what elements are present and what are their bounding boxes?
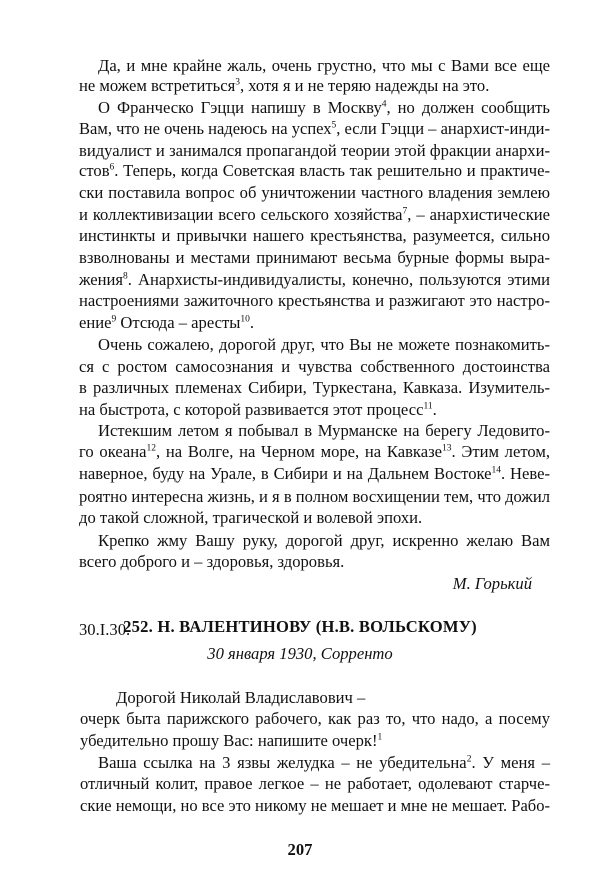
letter1-line: [79, 183, 550, 203]
footnote-marker: 6: [109, 162, 115, 173]
text-run: . Теперь, когда Советская власть так решительно и практиче-: [114, 161, 550, 180]
text-run: , – анархистические: [407, 205, 550, 224]
letter1-line: [79, 487, 550, 507]
footnote-marker: 12: [146, 443, 157, 454]
footnote-marker: 14: [491, 465, 502, 476]
letter-date: 30.I.30.: [79, 620, 131, 639]
text-run: настроениями зажиточного крестьянства и разжигают это настро-: [79, 291, 550, 310]
text-run: Вам, что не очень надеюсь на успех: [79, 119, 332, 138]
letter1-line: [79, 400, 437, 420]
text-run: . Этим летом,: [451, 442, 550, 461]
text-run: го океана: [79, 442, 147, 461]
text-run: , но должен сообщить: [386, 98, 550, 117]
text-run: очерк быта парижского рабочего, как раз то, что надо, а посему: [80, 709, 550, 728]
text-run: ски поставила вопрос об уничтожении частного владения землею: [79, 183, 550, 202]
footnote-marker: 3: [235, 77, 240, 88]
text-run: отличный колит, правое легкое – не работает, одолевают старче-: [80, 774, 550, 793]
text-run: всего доброго и – здоровья, здоровья.: [79, 552, 345, 571]
text-run: стов: [79, 161, 110, 180]
text-run: . Анархисты-индивидуалисты, конечно, пользуются этими: [127, 270, 550, 289]
letter2-line: [80, 709, 550, 729]
footnote-marker: 1: [377, 732, 383, 743]
footnote-marker: 9: [111, 314, 117, 325]
letter-greeting: Дорогой Николай Владиславович –: [116, 688, 366, 707]
text-run: наверное, буду на Урале, в Сибири и на Дальнем Востоке: [79, 464, 492, 483]
text-run: Очень сожалею, дорогой друг, что Вы не можете познакомить-: [98, 335, 550, 354]
letter1-line: [98, 98, 550, 118]
letter1-line: [79, 357, 550, 377]
text-run: жения: [79, 270, 124, 289]
footnote-marker: 2: [466, 754, 472, 765]
footnote-marker: 10: [240, 314, 250, 325]
text-run: ся с ростом самосознания и чувства собственного достоинства: [79, 357, 550, 376]
text-run: .: [249, 313, 255, 332]
letter1-line: [79, 161, 550, 181]
letter1-line: [98, 56, 550, 76]
text-run: не можем встретиться: [79, 76, 236, 95]
letter2-line: [80, 774, 550, 794]
letter1-line: [79, 141, 550, 161]
letter1-line: [98, 531, 550, 551]
letter1-line: [98, 335, 550, 355]
text-run: и коллективизации всего сельского хозяйства: [79, 205, 403, 224]
text-run: ение: [79, 313, 112, 332]
letter1-line: [79, 205, 550, 225]
letter2-line: [80, 731, 382, 751]
text-run: Отсюда – аресты: [116, 313, 241, 332]
letter1-line: [79, 76, 489, 96]
footnote-marker: 13: [442, 443, 452, 454]
text-run: ские немощи, но все это никому не мешает и мне не мешает. Рабо-: [80, 796, 550, 815]
footnote-marker: 11: [423, 401, 433, 412]
letter2-line: [80, 796, 550, 816]
text-run: Ваша ссылка на 3 язвы желудка – не убедительна: [98, 753, 467, 772]
letter1-line: [79, 291, 550, 311]
footnote-marker: 4: [381, 99, 387, 110]
text-run: Истекшим летом я побывал в Мурманске на берегу Ледовито-: [98, 421, 550, 440]
letter1-line: [79, 119, 550, 139]
text-run: . Неве-: [501, 464, 550, 483]
text-run: , хотя я и не теряю надежды на это.: [239, 76, 490, 95]
text-run: в различных племенах Сибири, Туркестана, Кавказа. Изумитель-: [79, 378, 550, 397]
letter1-line: [79, 313, 254, 333]
letter1-line: [79, 248, 550, 268]
text-run: видуалист и занимался пропагандой теории этой фракции анархи-: [79, 141, 550, 160]
text-run: роятно интересна жизнь, и я в полном восхищении тем, что дожил: [79, 487, 550, 506]
letter1-line: [98, 421, 550, 441]
text-run: до такой сложной, трагической и волевой эпохи.: [79, 508, 423, 527]
text-run: . У меня –: [471, 753, 550, 772]
text-run: Крепко жму Вашу руку, дорогой друг, искренно желаю Вам: [98, 531, 550, 550]
letter-heading: 252. Н. ВАЛЕНТИНОВУ (Н.В. ВОЛЬСКОМУ): [123, 617, 477, 636]
letter-dateline: 30 января 1930, Сорренто: [207, 644, 393, 663]
text-run: , если Гэцци – анархист-инди-: [336, 119, 550, 138]
text-run: на быстрота, с которой развивается этот процесс: [79, 400, 424, 419]
letter1-line: [79, 226, 550, 246]
letter1-line: [79, 378, 550, 398]
text-run: .: [432, 400, 437, 419]
text-run: убедительно прошу Вас: напишите очерк!: [80, 731, 378, 750]
text-run: инстинкты и привычки нашего крестьянства, разумеется, сильно: [79, 226, 550, 245]
text-run: О Франческо Гэцци напишу в Москву: [98, 98, 382, 117]
footnote-marker: 5: [331, 120, 337, 131]
letter2-line: [98, 753, 550, 773]
signature: М. Горький: [452, 574, 532, 593]
letter1-line: [79, 508, 422, 528]
text-run: , на Волге, на Черном море, на Кавказе: [156, 442, 443, 461]
footnote-marker: 7: [402, 206, 408, 217]
letter1-line: [79, 270, 550, 290]
letter1-line: [79, 552, 344, 572]
letter1-line: [79, 442, 550, 462]
text-run: взволнованы и местами принимают весьма бурные формы выра-: [79, 248, 550, 267]
text-run: Да, и мне крайне жаль, очень грустно, что мы с Вами все еще: [98, 56, 550, 75]
page-number: 207: [287, 840, 313, 859]
letter1-line: [79, 464, 550, 484]
footnote-marker: 8: [123, 271, 128, 282]
